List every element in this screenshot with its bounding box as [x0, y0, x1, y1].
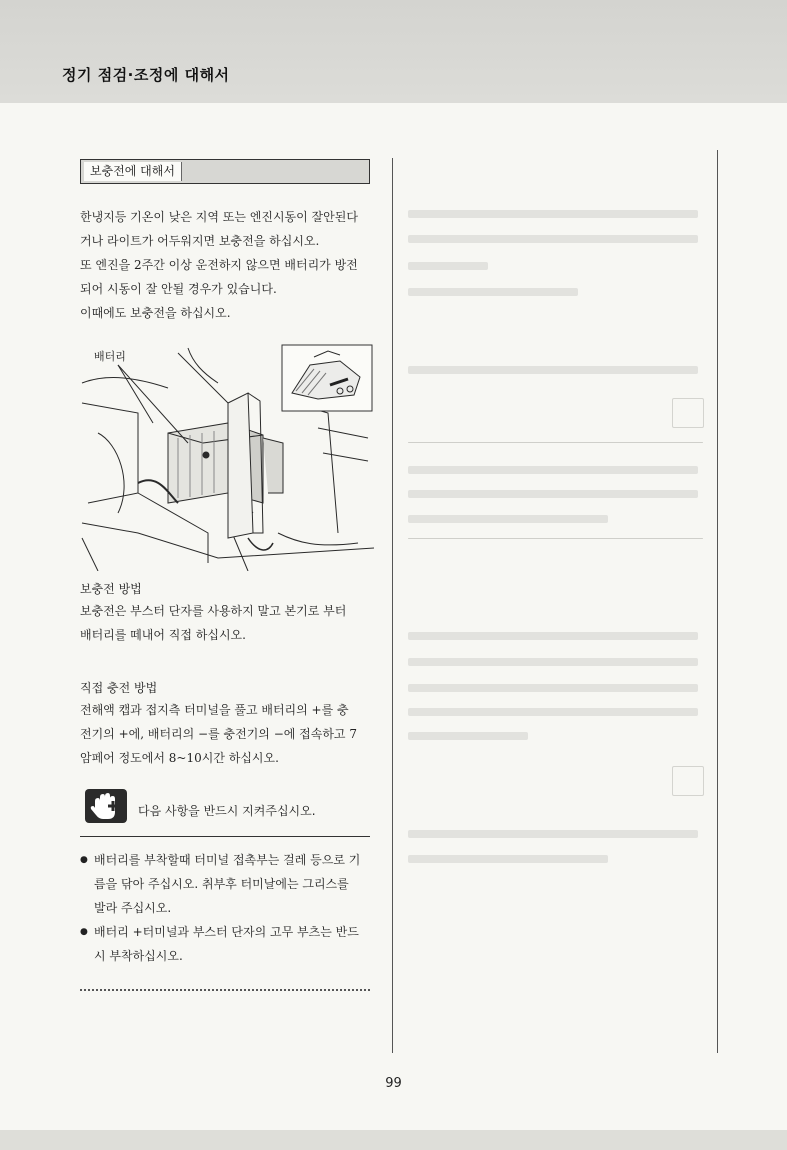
intro-line: 한냉지등 기온이 낮은 지역 또는 엔진시동이 잘안된다 — [80, 210, 358, 224]
method-line: 배터리를 떼내어 직접 하십시오. — [80, 628, 246, 642]
bleed-through-text — [408, 366, 698, 374]
caution-hand-icon — [84, 788, 128, 824]
footer-band — [0, 1130, 787, 1150]
list-item: ● 배터리를 부착할때 터미널 접촉부는 걸레 등으로 기 름을 닦아 주십시오. 취부후 터미날에는 그리스를 발라 주십시오. — [80, 848, 372, 920]
bleed-through-rule — [408, 442, 703, 443]
intro-line: 또 엔진을 2주간 이상 운전하지 않으면 배터리가 방전 — [80, 258, 358, 272]
bleed-through-text — [408, 632, 698, 640]
bleed-through-text — [408, 855, 608, 863]
section-heading-box — [80, 159, 370, 184]
bleed-through-text — [408, 466, 698, 474]
page-number: 99 — [385, 1076, 402, 1091]
bleed-through-text — [408, 658, 698, 666]
bleed-through-icon — [672, 766, 704, 796]
bleed-through-text — [408, 490, 698, 498]
bleed-through-text — [408, 732, 528, 740]
bleed-through-rule — [408, 538, 703, 539]
column-divider-left — [392, 158, 393, 1053]
caution-bullet-list — [80, 848, 372, 968]
bleed-through-text — [408, 235, 698, 243]
bleed-through-text — [408, 830, 698, 838]
bleed-through-text — [408, 708, 698, 716]
column-divider-right — [717, 150, 718, 1053]
intro-paragraph — [80, 205, 372, 325]
caution-text: 다음 사항을 반드시 지켜주십시오. — [138, 804, 316, 818]
direct-charging-heading: 직접 충전 방법 — [80, 681, 158, 695]
bleed-through-text — [408, 210, 698, 218]
direct-line: 전해액 캡과 접지측 터미널을 풀고 배터리의 +를 충 — [80, 703, 349, 717]
direct-line: 전기의 +에, 배터리의 −를 충전기의 −에 접속하고 7 — [80, 727, 357, 741]
section-end-divider — [80, 989, 370, 991]
header-band — [0, 0, 787, 103]
intro-line: 되어 시동이 잘 안될 경우가 있습니다. — [80, 282, 277, 296]
caution-divider — [80, 836, 370, 837]
method-line: 보충전은 부스터 단자를 사용하지 말고 본기로 부터 — [80, 604, 347, 618]
bleed-through-text — [408, 262, 488, 270]
bleed-through-text — [408, 515, 608, 523]
bleed-through-text — [408, 684, 698, 692]
page-header-title: 정기 점검·조정에 대해서 — [62, 66, 230, 84]
bleed-through-text — [408, 288, 578, 296]
charging-method-paragraph — [80, 599, 372, 647]
intro-line: 이때에도 보충전을 하십시오. — [80, 306, 231, 320]
direct-charging-paragraph — [80, 698, 372, 770]
direct-line: 암페어 정도에서 8~10시간 하십시오. — [80, 751, 279, 765]
list-item: ● 배터리 +터미널과 부스터 단자의 고무 부츠는 반드 시 부착하십시오. — [80, 920, 372, 968]
intro-line: 거나 라이트가 어두워지면 보충전을 하십시오. — [80, 234, 320, 248]
section-title: 보충전에 대해서 — [84, 162, 182, 181]
charging-method-heading: 보충전 방법 — [80, 582, 142, 596]
bleed-through-icon — [672, 398, 704, 428]
battery-illustration — [78, 343, 374, 571]
battery-label: 배터리 — [94, 350, 126, 363]
